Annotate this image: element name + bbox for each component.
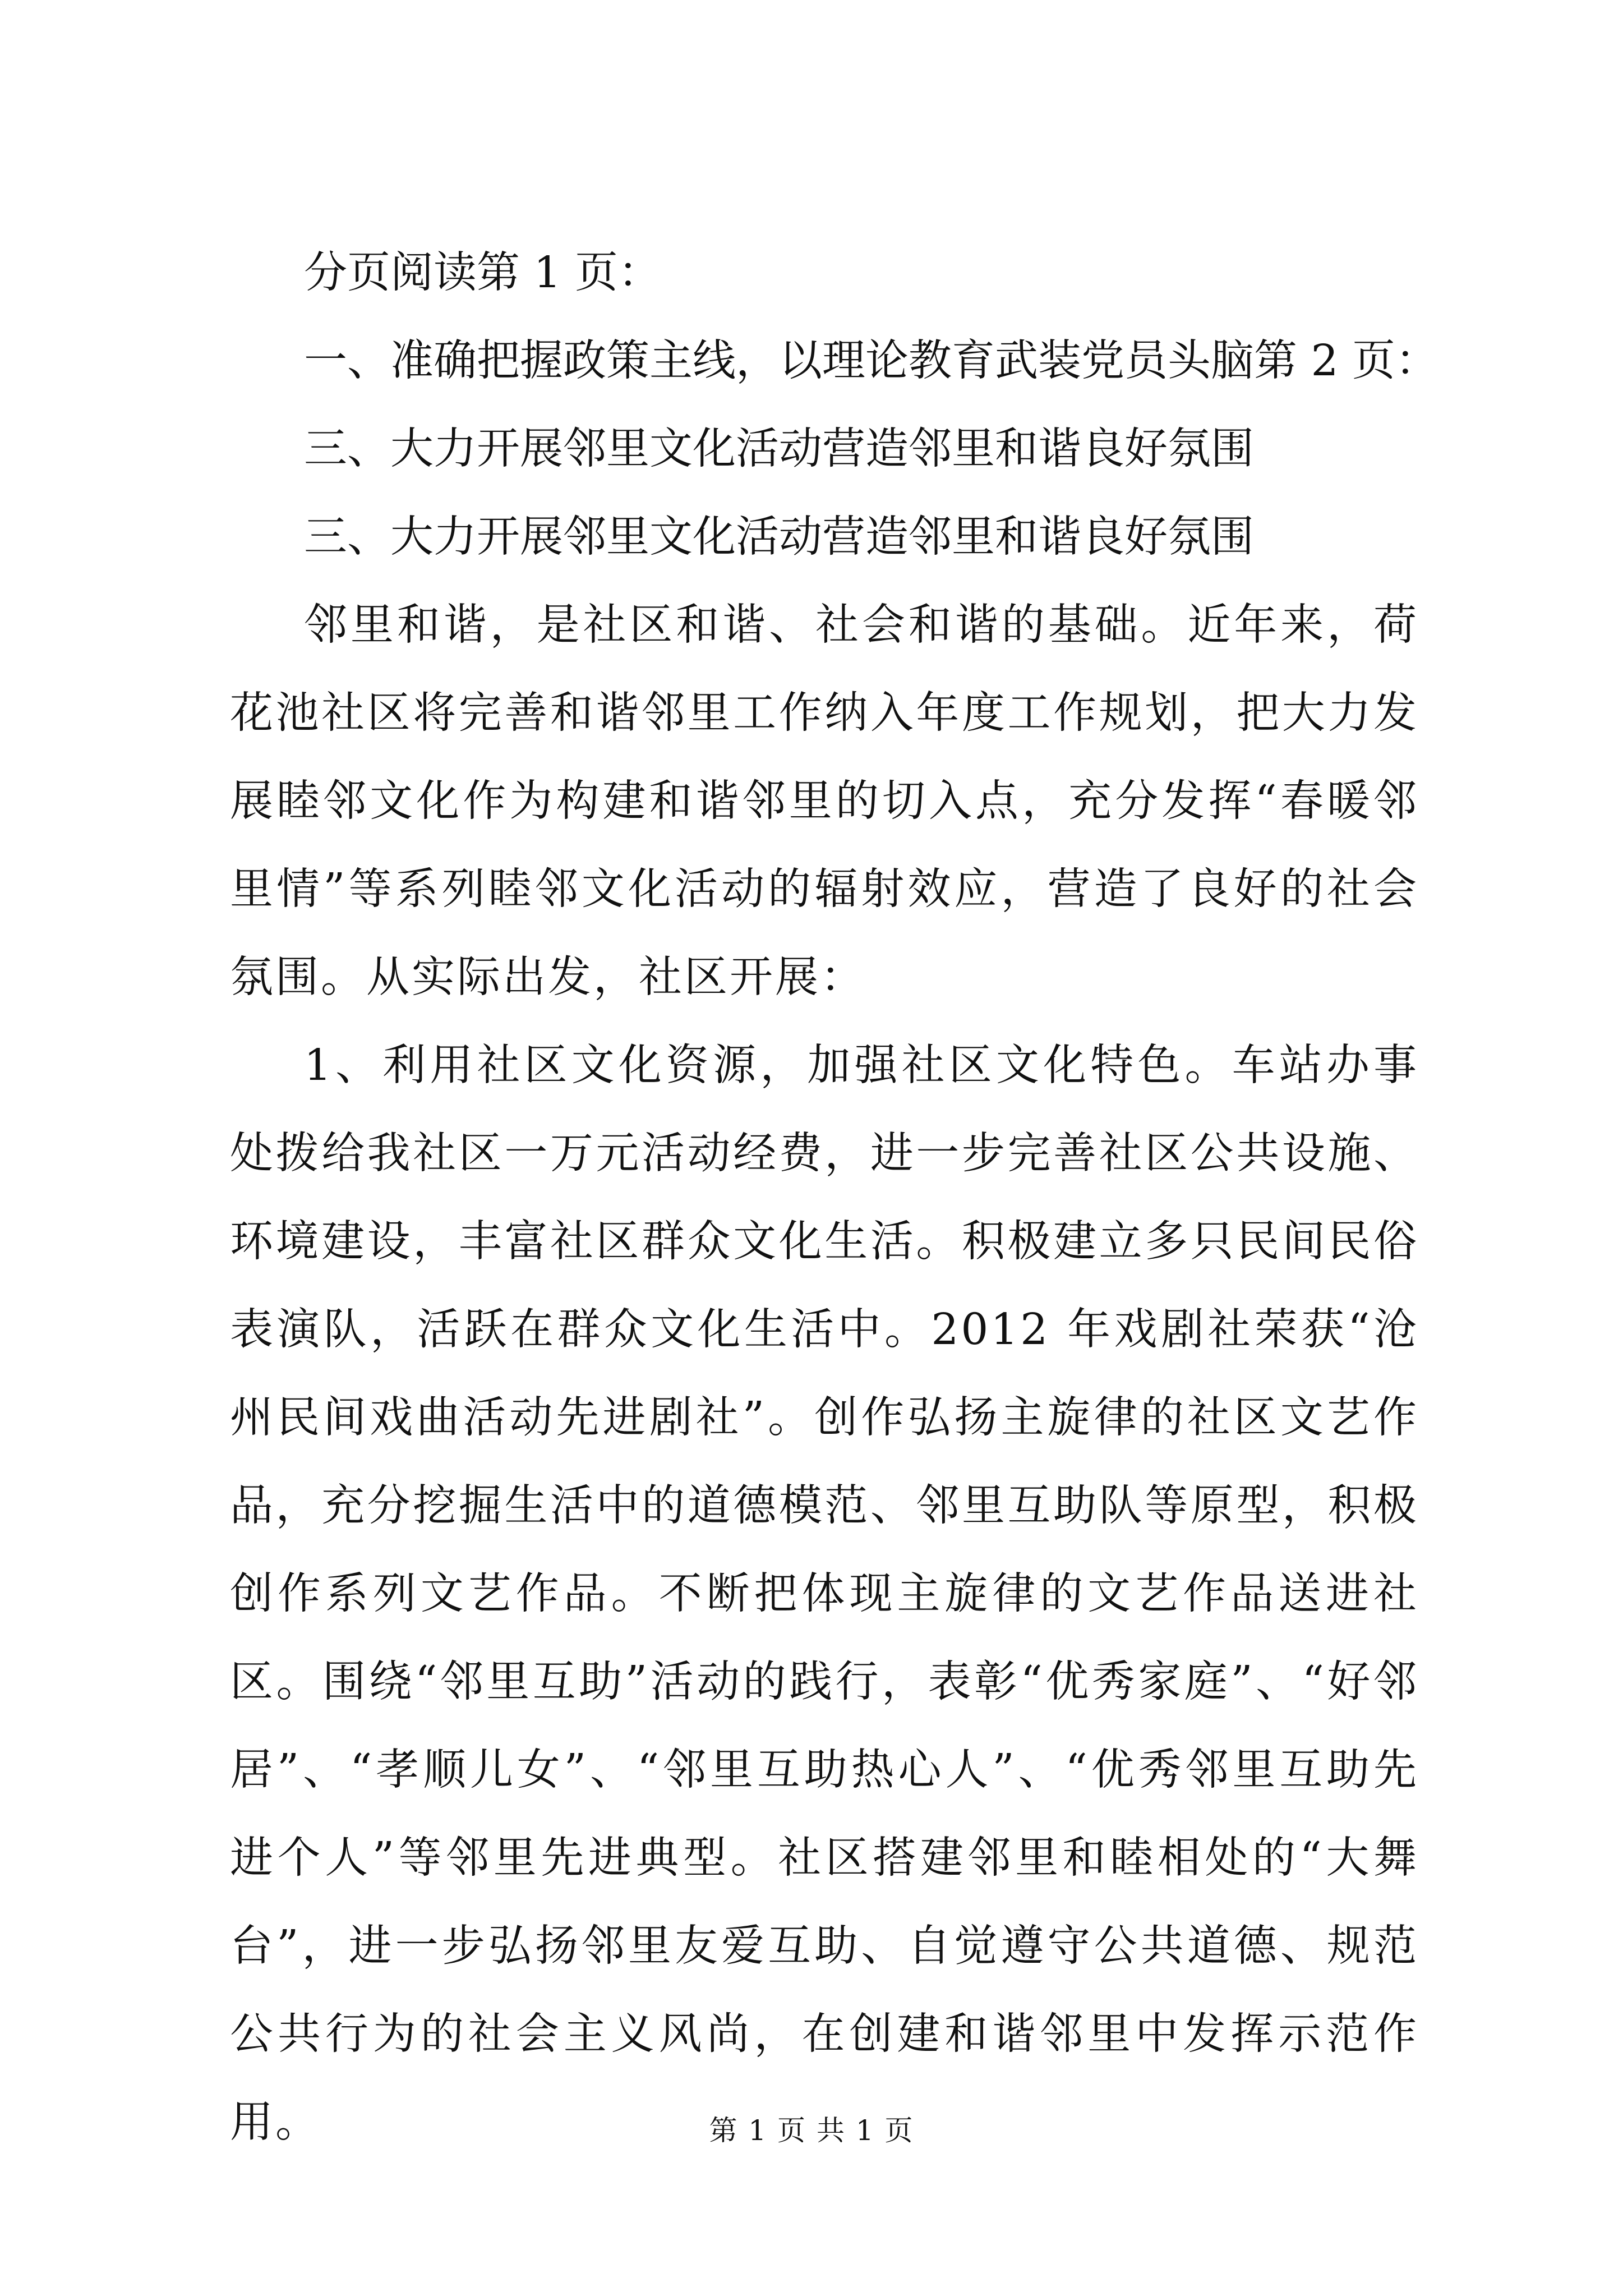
page-footer: 第 1 页 共 1 页: [709, 2114, 914, 2147]
toc-line-1: 分页阅读第 1 页：: [304, 248, 661, 298]
body-paragraph-2: 1、利用社区文化资源，加强社区文化特色。车站办事处拨给我社区一万元活动经费，进一步完善社区公共设施、环境建设，丰富社区群众文化生活。积极建立多只民间民俗表演队，活跃在群众文化生活中。2012 年戏剧社荣获“沧州民间戏曲活动先进剧社”。创作弘扬主旋律的社区文艺作品，充分挖掘生活中的道德模范、邻里互助队等原型，积极创作系列文艺作品。不断把体现主旋律的文艺作品送进社区。围绕“邻里互助”活动的践行，表彰“优秀家庭”、“好邻居”、“孝顺儿女”、“邻里互助热心人”、“优秀邻里互助先进个人”等邻里先进典型。社区搭建邻里和睦相处的“大舞台”，进一步弘扬邻里友爱互助、自觉遵守公共道德、规范公共行为的社会主义风尚，在创建和谐邻里中发挥示范作用。: [230, 1041, 1419, 2147]
toc-line-3: 三、大力开展邻里文化活动营造邻里和谐良好氛围: [304, 424, 1254, 474]
body-paragraph-1: 邻里和谐，是社区和谐、社会和谐的基础。近年来，荷花池社区将完善和谐邻里工作纳入年度工作规划，把大力发展睦邻文化作为构建和谐邻里的切入点，充分发挥“春暖邻里情”等系列睦邻文化活动的辐射效应，营造了良好的社会氛围。从实际出发，社区开展：: [230, 600, 1419, 1002]
toc-line-2: 一、准确把握政策主线，以理论教育武装党员头脑第 2 页：: [304, 336, 1438, 386]
document-body: [230, 229, 1438, 2166]
section-heading: 三、大力开展邻里文化活动营造邻里和谐良好氛围: [304, 512, 1254, 562]
